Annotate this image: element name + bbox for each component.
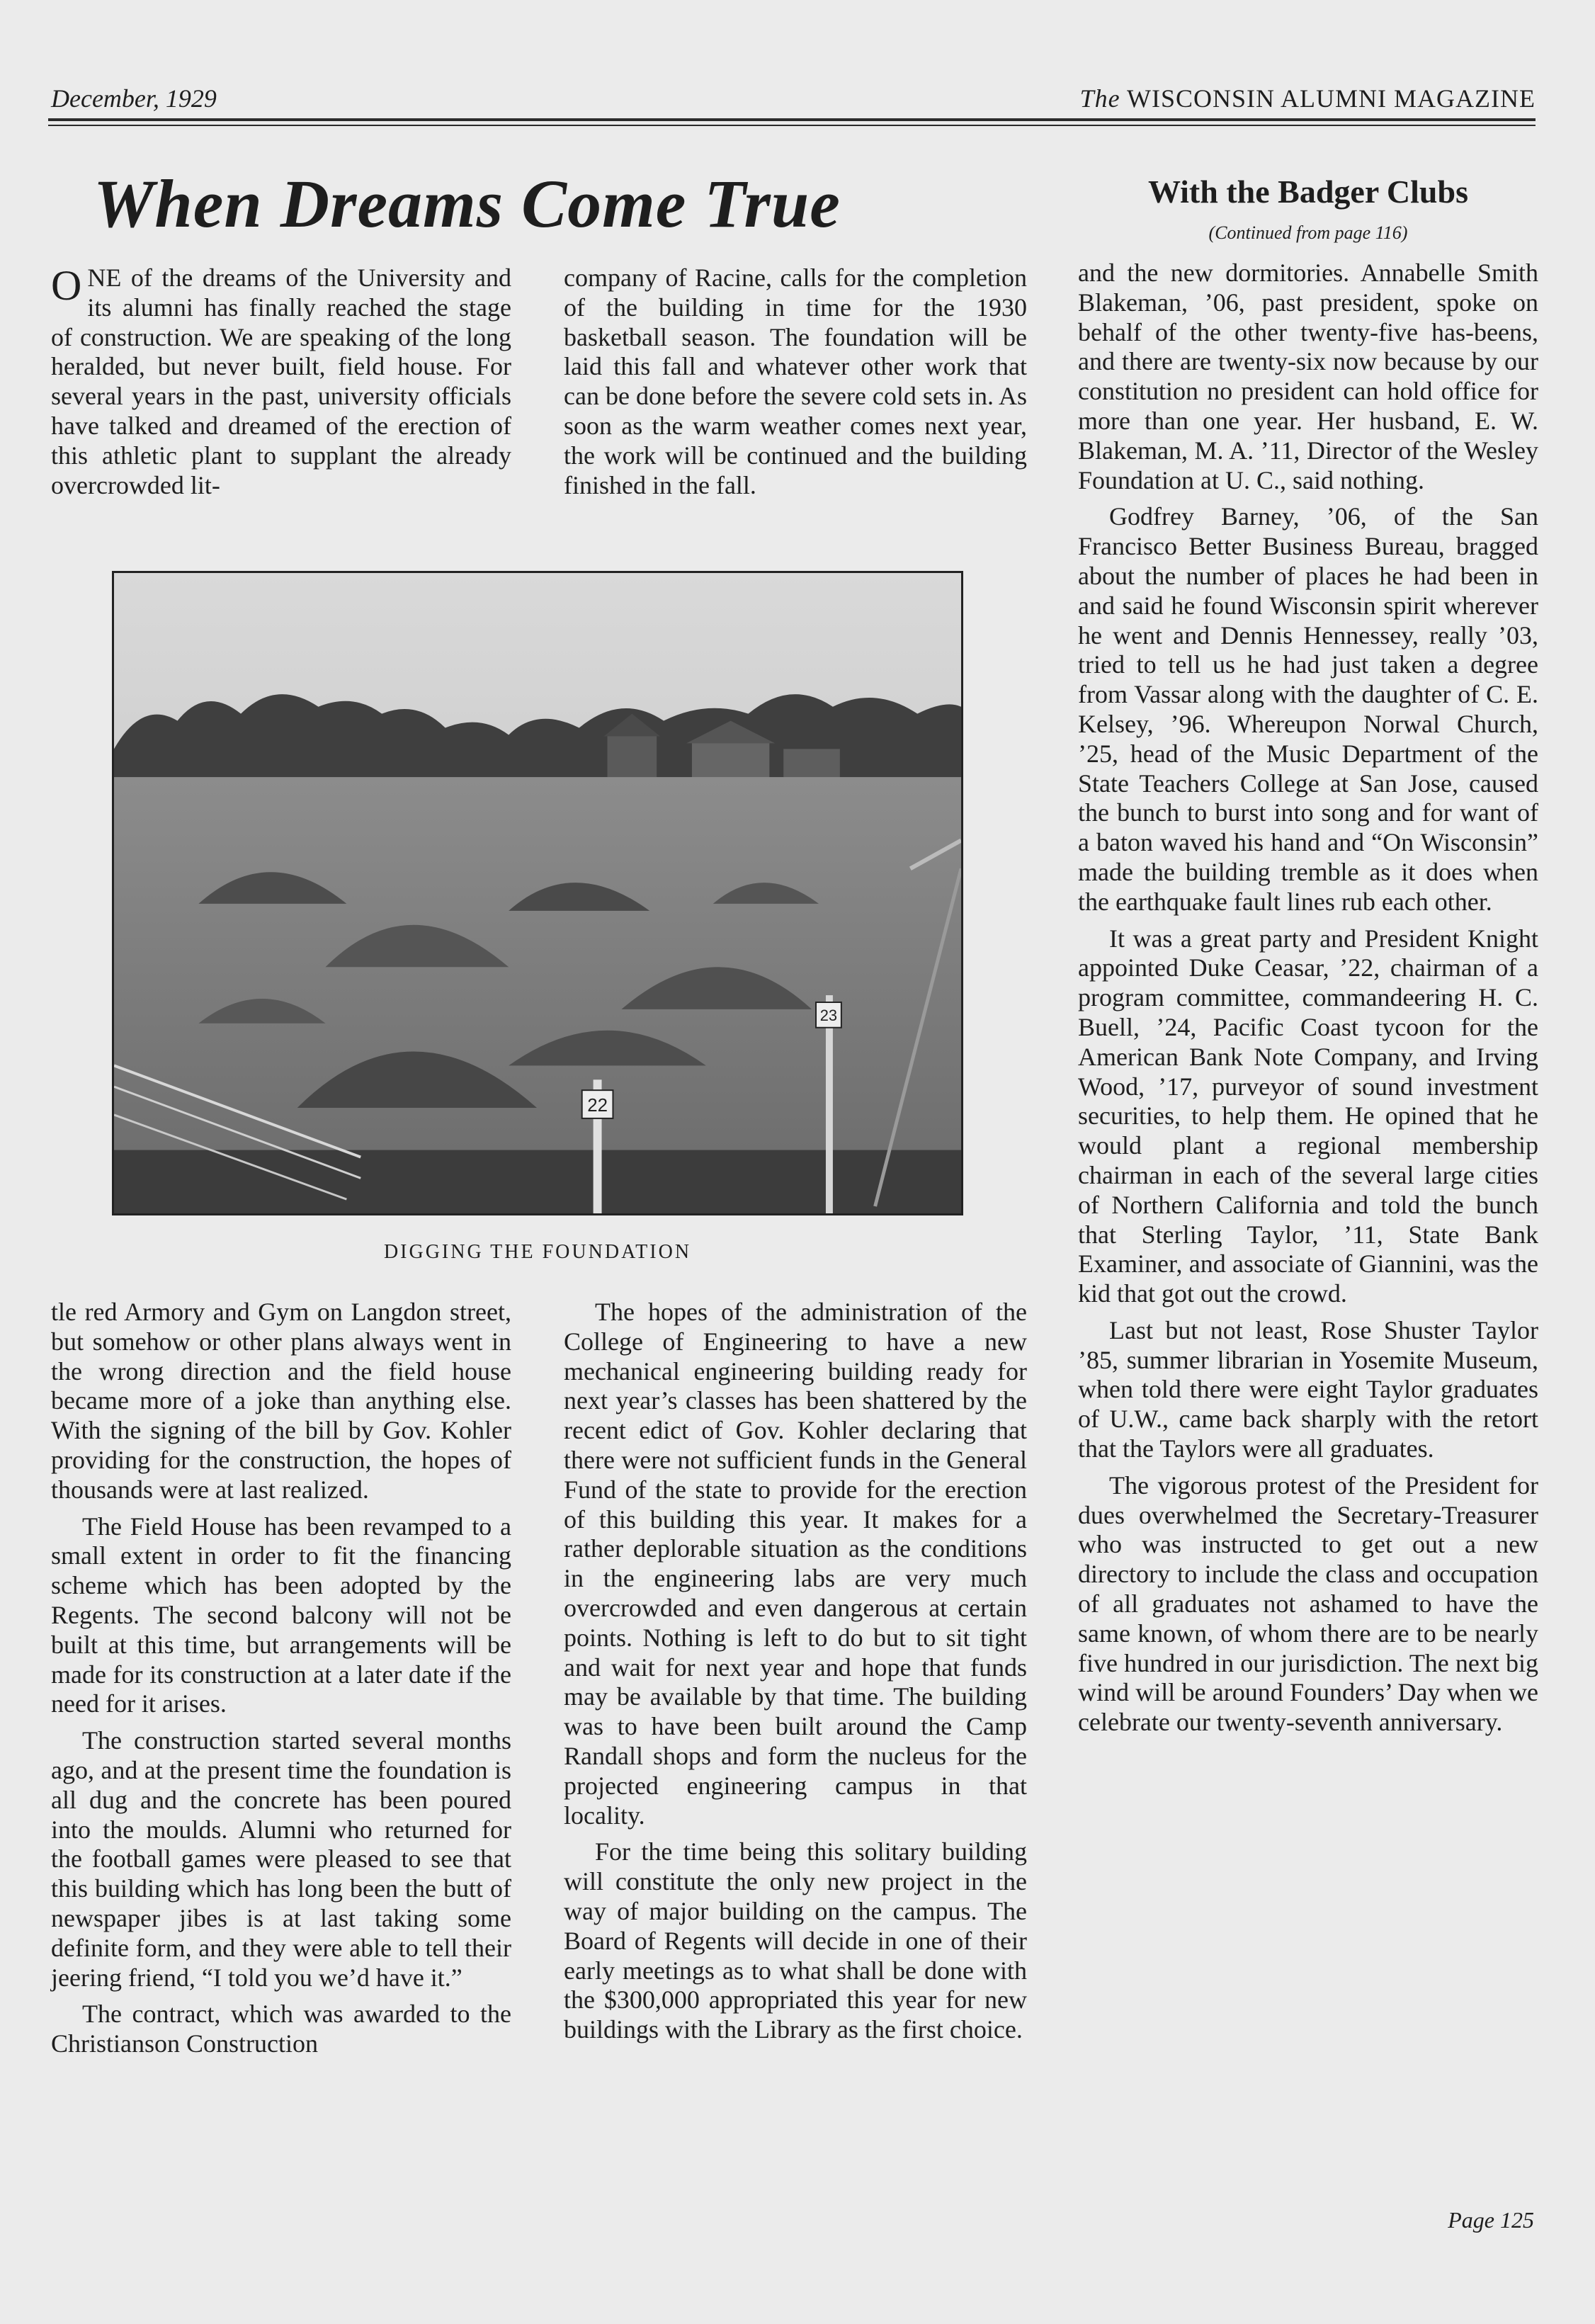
article-paragraph-2: The Field House has been revamped to a small extent in order to fit the financing scheme which has been adopted by the Regents. The second balcony will not be built at this time, but arrangements will be made for its construction at a later date if the need for it arises.: [51, 1512, 511, 1718]
magazine-title: [1080, 84, 1536, 113]
article-column-1-bottom: [51, 1298, 511, 2059]
article-column-2-bottom: [564, 1298, 1027, 2045]
article-column-1-top: [51, 263, 511, 500]
article-column-2-top: [564, 263, 1027, 500]
drop-cap: O: [51, 262, 82, 309]
article-paragraph-1-continued: tle red Armory and Gym on Langdon street, but somehow or other plans always went in the wrong direction and the field house became more of a joke than anything else. With the signing of the bill by Gov. Kohler providing for the construction, the hopes of thousands were at last realized.: [51, 1298, 511, 1504]
sidebar-paragraph-1: and the new dormitories. Annabelle Smith Blakeman, ’06, past president, spoke on behalf of the other twenty-five has-beens, and there are twenty-six now because by our constitution no president can hold office for more than one year. Her husband, E. W. Blakeman, M. A. ’11, Director of the Wesley Foundation at U. C., said nothing.: [1078, 259, 1538, 494]
article-paragraph-4: The contract, which was awarded to the Christianson Construction: [51, 2000, 511, 2058]
sidebar-paragraph-2: Godfrey Barney, ’06, of the San Francisco Better Business Bureau, bragged about the number of places he had been in and said he found Wisconsin spirit wherever he went and Dennis Hennessey, really ’03, tried to tell us he had just taken a degree from Vassar along with the daughter of C. E. Kelsey, ’96. Whereupon Norwal Church, ’25, head of the Music Department of the State Teachers College at San Jose, caused the bunch to burst into song and for want of a baton waved his hand and “On Wisconsin” made the building tremble as it does when the earthquake fault lines rub each other.: [1078, 502, 1538, 916]
article-paragraph-4-continued: company of Racine, calls for the completion of the building in time for the 1930 basketball season. The foundation will be laid this fall and whatever other work that can be done before the severe cold sets in. As soon as the warm weather comes next year, the work will be continued and the building finished in the fall.: [564, 263, 1027, 499]
sidebar-paragraph-3: It was a great party and President Knight appointed Duke Ceasar, ’22, chairman of a program committee, commandeering H. C. Buell, ’24, Pacific Coast tycoon for the American Bank Note Company, and Irving Wood, ’17, purveyor of sound investment securities, to help them. He opined that he would plant a regional membership chairman in each of the several large cities of Northern California and told the bunch that Sterling Taylor, ’11, State Bank Examiner, and associate of Giannini, was the kid that got out the crowd.: [1078, 924, 1538, 1308]
header-rule-thick: [48, 118, 1536, 121]
sidebar-paragraph-5: The vigorous protest of the President for dues overwhelmed the Secretary-Treasurer who was instructed to get out a new directory to include the class and occupation of all graduates not ashamed to have the same known, of whom there are to be nearly five hundred in our jurisdiction. The next big wind will be around Founders’ Day when we celebrate our twenty-seventh anniversary.: [1078, 1470, 1538, 1737]
sidebar-title: With the Badger Clubs: [1147, 174, 1468, 210]
article-paragraph-3: The construction started several months ago, and at the present time the foundation is all dug and the concrete has been poured into the moulds. Alumni who returned for the football games were pleased to see that this building which has long been the butt of newspaper jibes is at last taking some definite form, and they were able to tell their jeering friend, “I told you we’d have it.”: [51, 1726, 511, 1992]
photo-sign-23-label: 23: [819, 1006, 838, 1024]
article-title: When Dreams Come True: [93, 166, 841, 242]
page-number: Page 125: [1448, 2207, 1534, 2233]
article-paragraph-5: The hopes of the administration of the College of Engineering to have a new mechanical engineering building ready for next year’s classes has been shattered by the recent edict of Gov. Kohler declaring that there were not sufficient funds in the General Fund of the state to provide for the erection of this building this year. It makes for a rather deplorable situation as the conditions in the engineering labs are very much overcrowded and even dangerous at certain points. Nothing is left to do but to sit tight and wait for next year and hope that funds may be available by that time. The building was to have been built around the Camp Randall shops and form the nucleus for the projected engineering campus in that locality.: [564, 1298, 1027, 1830]
foundation-photo: [112, 571, 963, 1215]
issue-date: December, 1929: [51, 84, 217, 113]
header-rule-thin: [48, 125, 1536, 126]
sidebar-column: [1078, 259, 1538, 1738]
article-paragraph-1-text: NE of the dreams of the University and its alumni has finally reached the stage of construction. We are speaking of the long heralded, but never built, field house. For several years in the past, university officials have talked and dreamed of the erection of this athletic plant to supplant the already overcrowded lit-: [51, 263, 511, 499]
magazine-title-name: WISCONSIN ALUMNI MAGAZINE: [1127, 84, 1536, 113]
sidebar-paragraph-4: Last but not least, Rose Shuster Taylor ’85, summer librarian in Yosemite Museum, when told there were eight Taylor graduates of U.W., came back sharply with the retort that the Taylors were all graduates.: [1078, 1315, 1538, 1463]
article-paragraph-6: For the time being this solitary building will constitute the only new project in the way of major building on the campus. The Board of Regents will decide in one of their early meetings as to what shall be done with the $300,000 appropriated this year for new buildings with the Library as the first choice.: [564, 1837, 1027, 2044]
photo-sign-22-label: 22: [587, 1095, 608, 1116]
photo-caption: DIGGING THE FOUNDATION: [383, 1241, 692, 1263]
article-paragraph-1: [51, 263, 511, 500]
sidebar-continued-note: (Continued from page 116): [1208, 222, 1408, 243]
magazine-title-the: The: [1079, 84, 1120, 113]
foundation-photo-image: [114, 573, 961, 1213]
